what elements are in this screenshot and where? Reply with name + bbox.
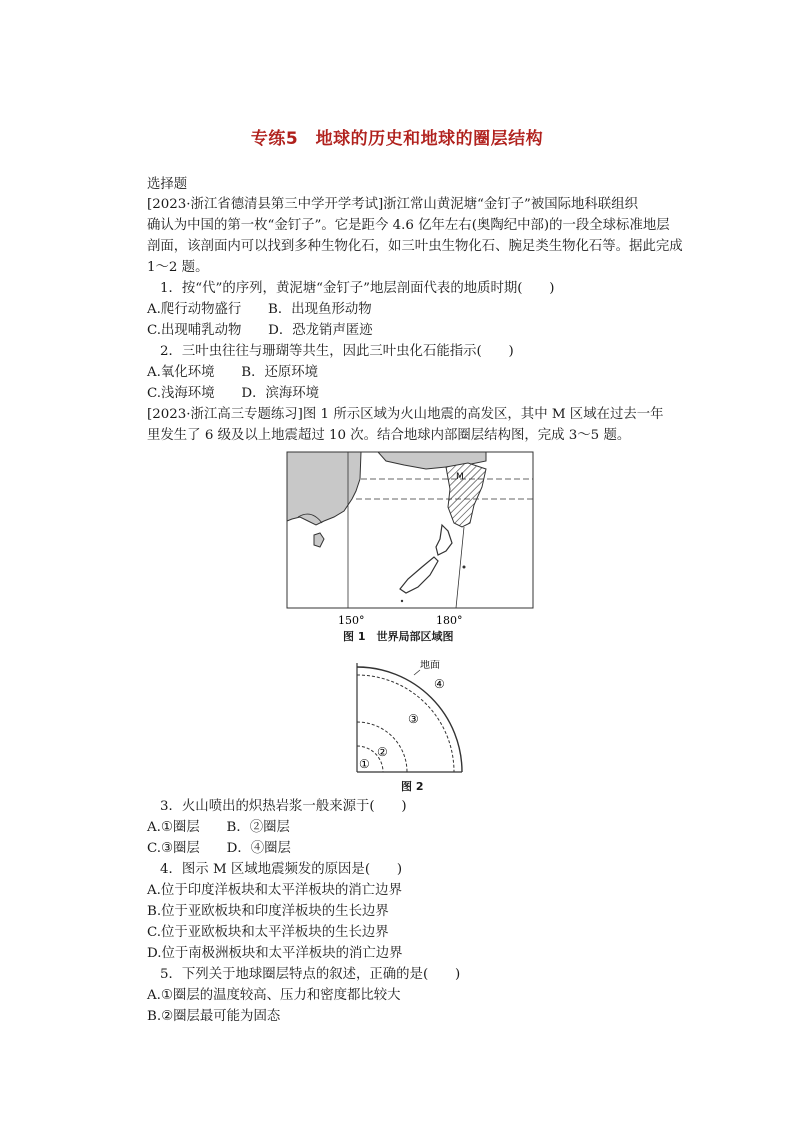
q3-stem: 3．火山喷出的炽热岩浆一般来源于( ): [160, 799, 407, 814]
passage1-line-3: 剖面，该剖面内可以找到多种生物化石，如三叶虫生物化石、腕足类生物化石等。据此完成: [147, 239, 683, 254]
q4-stem: 4．图示 M 区域地震频发的原因是( ): [160, 862, 403, 877]
figure1-map: [286, 451, 534, 651]
q1-options-ab: A.爬行动物盛行 B．出现鱼形动物: [147, 302, 372, 317]
q5-stem: 5．下列关于地球圈层特点的叙述，正确的是( ): [160, 967, 461, 982]
q1-stem: 1．按“代”的序列，黄泥塘“金钉子”地层剖面代表的地质时期( ): [160, 281, 555, 296]
q3-options-cd: C.③圈层 D．④圈层: [147, 841, 291, 856]
q2-options-cd: C.浅海环境 D．滨海环境: [147, 386, 320, 401]
q5-option-a: A.①圈层的温度较高、压力和密度都比较大: [147, 988, 401, 1003]
surface-label: 地面: [420, 660, 440, 671]
passage2-line-1: [2023·浙江高三专题练习]图 1 所示区域为火山地震的高发区，其中 M 区域在过去一年: [147, 407, 664, 422]
passage1-line-4: 1～2 题。: [147, 260, 209, 275]
q1-options-cd: C.出现哺乳动物 D．恐龙销声匿迹: [147, 323, 373, 338]
layer-label-3: ③: [408, 712, 419, 726]
layer-label-2: ②: [377, 745, 388, 759]
section-heading: 选择题: [147, 177, 188, 192]
q4-option-c: C.位于亚欧板块和太平洋板块的生长边界: [147, 925, 389, 940]
q4-option-b: B.位于亚欧板块和印度洋板块的生长边界: [147, 904, 389, 919]
q4-option-d: D.位于南极洲板块和太平洋板块的消亡边界: [147, 946, 403, 961]
layer-label-4: ④: [434, 677, 445, 691]
page-title: 专练5 地球的历史和地球的圈层结构: [250, 129, 544, 149]
figure2-layers: [350, 660, 470, 776]
region-m-label: M: [456, 472, 464, 482]
q5-option-b: B.②圈层最可能为固态: [147, 1009, 281, 1024]
figure1-caption: 图 1 世界局部区域图: [343, 630, 454, 643]
lon-label-150: 150°: [338, 614, 365, 627]
layer-label-1: ①: [359, 757, 370, 771]
lon-label-180: 180°: [436, 614, 463, 627]
figure2-caption: 图 2: [401, 780, 424, 793]
passage1-line-1: [2023·浙江省德清县第三中学开学考试]浙江常山黄泥塘“金钉子”被国际地科联组织: [147, 197, 638, 212]
passage2-line-2: 里发生了 6 级及以上地震超过 10 次。结合地球内部圈层结构图，完成 3～5 题。: [147, 428, 631, 443]
q4-option-a: A.位于印度洋板块和太平洋板块的消亡边界: [147, 883, 402, 898]
q2-options-ab: A.氧化环境 B．还原环境: [147, 365, 319, 380]
q3-options-ab: A.①圈层 B．②圈层: [147, 820, 290, 835]
passage1-line-2: 确认为中国的第一枚“金钉子”。它是距今 4.6 亿年左右(奥陶纪中部)的一段全球标准地层: [147, 218, 670, 233]
q2-stem: 2．三叶虫往往与珊瑚等共生，因此三叶虫化石能指示( ): [160, 344, 514, 359]
